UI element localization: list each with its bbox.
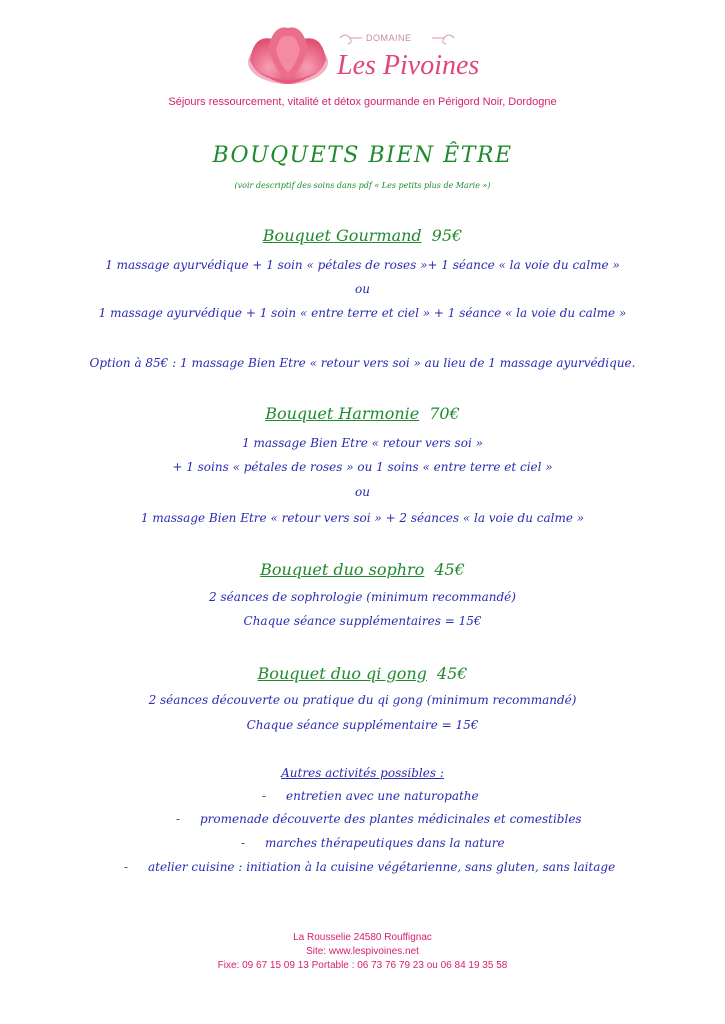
footer-site: Site: www.lespivoines.net [306, 946, 419, 957]
list-dash: - [176, 812, 181, 826]
list-dash: - [262, 789, 267, 803]
list-dash: - [124, 860, 129, 874]
page-subtitle: (voir descriptif des soins dans pdf « Les petits plus de Marie ») [234, 181, 491, 190]
section-price: 70€ [429, 404, 460, 423]
section-name: Bouquet duo qi gong [257, 664, 427, 683]
section-line: Chaque séance supplémentaire = 15€ [246, 718, 479, 732]
section-line: + 1 soins « pétales de roses » ou 1 soins « entre terre et ciel » [172, 460, 553, 474]
list-dash: - [241, 836, 246, 850]
activity-item [176, 812, 582, 826]
activity-label: marches thérapeutiques dans la nature [265, 836, 505, 850]
logo-name-text: Les Pivoines [337, 50, 480, 81]
footer-phones: Fixe: 09 67 15 09 13 Portable : 06 73 76 79 23 ou 06 84 19 35 58 [217, 960, 508, 971]
section-line: ou [355, 282, 370, 296]
section-line: 1 massage Bien Etre « retour vers soi » [242, 436, 483, 450]
section-name: Bouquet Gourmand [262, 226, 422, 245]
section-name: Bouquet Harmonie [265, 404, 420, 423]
logo-domaine-text: DOMAINE [366, 33, 412, 43]
section-line: Option à 85€ : 1 massage Bien Etre « retour vers soi » au lieu de 1 massage ayurvédique. [89, 356, 636, 370]
section-line: ou [355, 485, 370, 499]
section-line: Chaque séance supplémentaires = 15€ [243, 614, 482, 628]
activity-label: promenade découverte des plantes médicinales et comestibles [200, 812, 582, 826]
activity-label: entretien avec une naturopathe [286, 789, 479, 803]
section-line: 2 séances de sophrologie (minimum recommandé) [209, 590, 516, 604]
page-title: BOUQUETS BIEN ÊTRE [212, 143, 513, 168]
section-name: Bouquet duo sophro [260, 560, 425, 579]
section-heading-harmonie [0, 404, 725, 423]
section-line: 1 massage ayurvédique + 1 soin « entre terre et ciel » + 1 séance « la voie du calme » [98, 306, 627, 320]
activity-item [124, 860, 615, 874]
footer-address: La Rousselie 24580 Rouffignac [293, 932, 432, 943]
activity-item [241, 836, 505, 850]
activity-label: atelier cuisine : initiation à la cuisine végétarienne, sans gluten, sans laitage [148, 860, 616, 874]
section-heading-sophro [0, 560, 725, 579]
section-line: 1 massage ayurvédique + 1 soin « pétales de roses »+ 1 séance « la voie du calme » [105, 258, 620, 272]
section-price: 45€ [434, 560, 465, 579]
section-price: 45€ [436, 664, 468, 683]
section-heading-gourmand [0, 226, 725, 245]
peony-flower-icon [248, 27, 328, 84]
section-line: 1 massage Bien Etre « retour vers soi » + 2 séances « la voie du calme » [140, 511, 585, 525]
section-line: 2 séances découverte ou pratique du qi gong (minimum recommandé) [148, 693, 577, 707]
other-activities-title: Autres activités possibles : [281, 766, 444, 780]
section-heading-qigong [0, 664, 725, 683]
section-price: 95€ [431, 226, 463, 245]
tagline: Séjours ressourcement, vitalité et détox gourmande en Périgord Noir, Dordogne [168, 96, 557, 108]
activity-item [262, 789, 479, 803]
